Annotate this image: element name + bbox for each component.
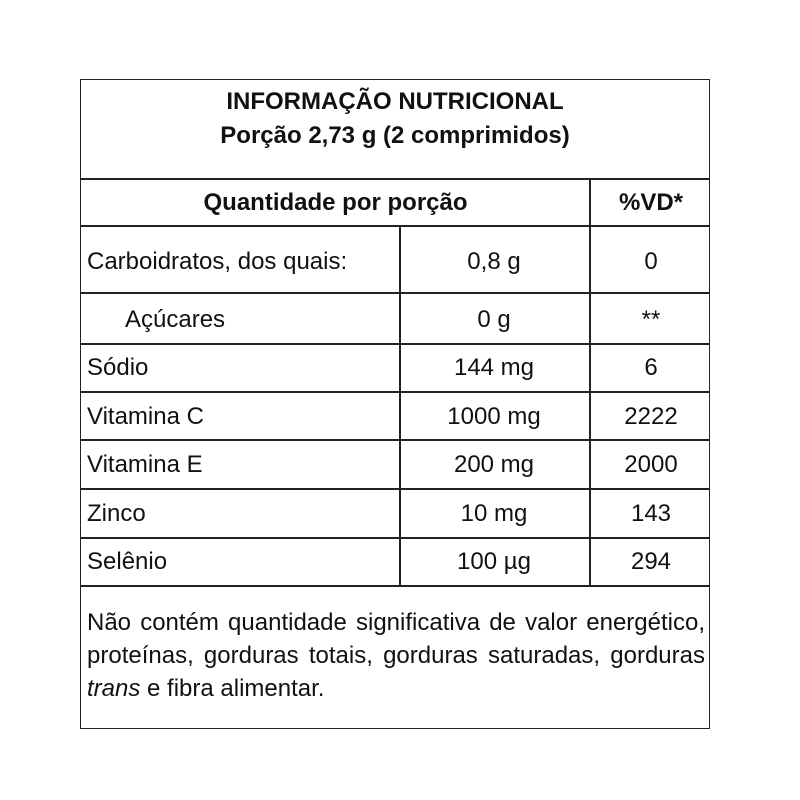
footnote-trans-italic: trans <box>87 675 141 702</box>
divider <box>81 225 709 227</box>
row-name-acucares: Açúcares <box>125 306 226 333</box>
row-amount-carboidratos: 0,8 g <box>467 248 521 275</box>
header-quantity: Quantidade por porção <box>203 189 468 216</box>
row-name-sodio: Sódio <box>87 354 149 381</box>
row-name-vitamina-c: Vitamina C <box>87 403 204 430</box>
row-dv-vitamina-e: 2000 <box>624 451 678 478</box>
row-amount-selenio: 100 µg <box>457 548 531 575</box>
divider <box>81 343 709 345</box>
row-dv-carboidratos: 0 <box>644 248 658 275</box>
row-amount-sodio: 144 mg <box>453 354 535 381</box>
row-name-selenio: Selênio <box>87 548 168 575</box>
divider <box>81 178 709 180</box>
row-dv-zinco: 143 <box>630 500 672 527</box>
divider <box>81 439 709 441</box>
nutrition-facts-table <box>80 79 710 729</box>
row-name-vitamina-e: Vitamina E <box>87 451 203 478</box>
row-amount-vitamina-c: 1000 mg <box>447 403 541 430</box>
divider <box>81 585 709 587</box>
row-dv-selenio: 294 <box>630 548 672 575</box>
row-name-carboidratos: Carboidratos, dos quais: <box>87 248 348 275</box>
row-amount-zinco: 10 mg <box>460 500 528 527</box>
footnote-text-end: e fibra alimentar. <box>140 675 325 702</box>
row-amount-acucares: 0 g <box>477 306 511 333</box>
row-name-zinco: Zinco <box>87 500 146 527</box>
divider <box>81 537 709 539</box>
row-dv-sodio: 6 <box>644 354 658 381</box>
table-title: INFORMAÇÃO NUTRICIONAL <box>226 88 564 115</box>
row-amount-vitamina-e: 200 mg <box>453 451 535 478</box>
divider <box>81 292 709 294</box>
footnote-text: Não contém quantidade significativa de valor energético, proteínas, gorduras totais, gorduras saturadas, gorduras <box>87 609 705 669</box>
divider <box>81 488 709 490</box>
row-dv-vitamina-c: 2222 <box>624 403 678 430</box>
serving-size: Porção 2,73 g (2 comprimidos) <box>220 122 570 149</box>
header-dv: %VD* <box>618 189 684 216</box>
row-dv-acucares: ** <box>641 306 661 333</box>
footnote <box>87 606 705 705</box>
divider <box>81 391 709 393</box>
